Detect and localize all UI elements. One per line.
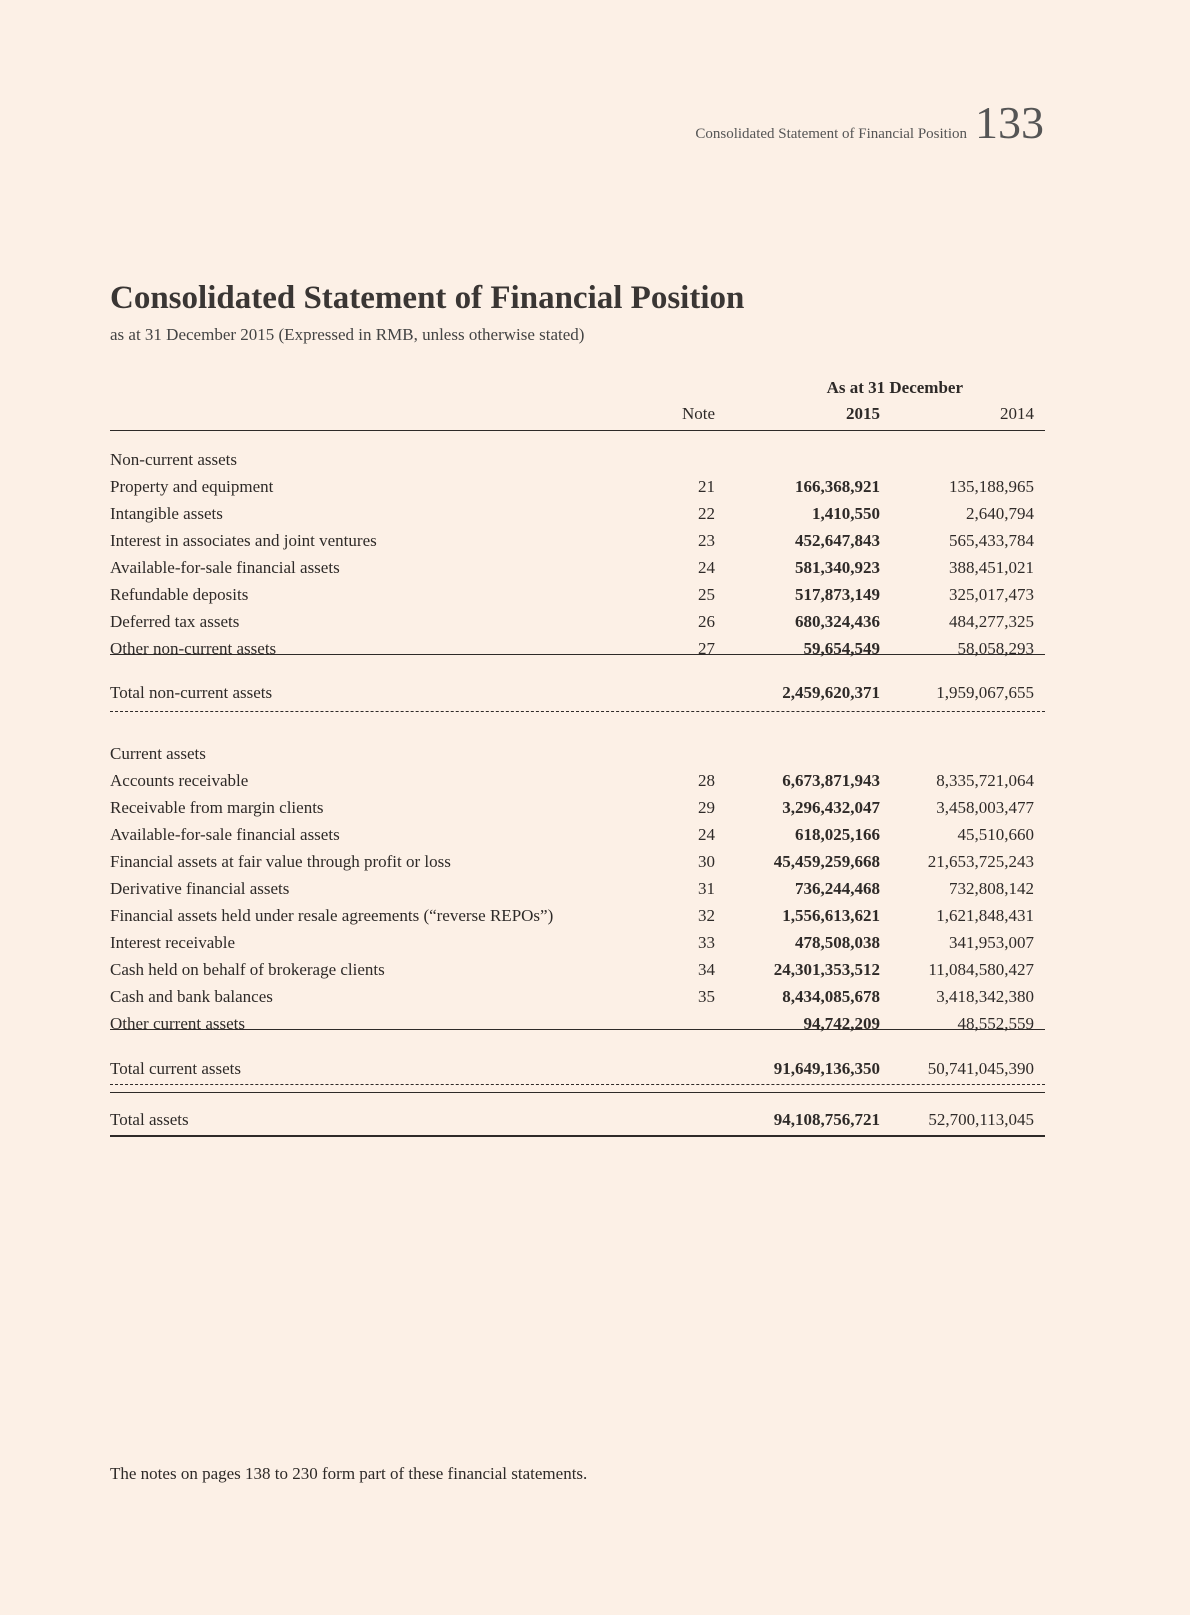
row-value-2015: 6,673,871,943: [782, 771, 880, 790]
row-label: Cash and bank balances: [110, 987, 273, 1006]
section-dashed-rule: [110, 1084, 1045, 1085]
group-header: As at 31 December: [826, 378, 963, 397]
row-label: Property and equipment: [110, 477, 274, 496]
subtotal-rule: [110, 1029, 1045, 1030]
row-value-2014: 1,959,067,655: [936, 683, 1034, 702]
table-row: [110, 769, 1045, 793]
table-row: [110, 958, 1045, 982]
header-2015: 2015: [846, 404, 880, 423]
table-row: [110, 796, 1045, 820]
row-value-2015: 680,324,436: [795, 612, 880, 631]
total-non-current-row: [110, 681, 1045, 705]
row-value-2014: 48,552,559: [957, 1014, 1034, 1033]
row-label: Financial assets at fair value through profit or loss: [110, 852, 451, 871]
row-value-2015: 59,654,549: [803, 639, 880, 658]
row-value-2014: 3,418,342,380: [936, 987, 1034, 1006]
row-label: Cash held on behalf of brokerage clients: [110, 960, 385, 979]
row-label: Financial assets held under resale agreements (“reverse REPOs”): [110, 906, 554, 925]
row-label: Intangible assets: [110, 504, 223, 523]
row-value-2015: 166,368,921: [795, 477, 880, 496]
row-value-2014: 341,953,007: [949, 933, 1034, 952]
row-value-2014: 11,084,580,427: [928, 960, 1034, 979]
table-row: [110, 556, 1045, 580]
row-label: Receivable from margin clients: [110, 798, 324, 817]
table-row: [110, 1012, 1045, 1036]
row-label: Derivative financial assets: [110, 879, 290, 898]
row-note: 30: [698, 852, 715, 871]
row-label: Total current assets: [110, 1059, 241, 1078]
row-value-2015: 517,873,149: [795, 585, 880, 604]
row-label: Total non-current assets: [110, 683, 273, 702]
row-value-2014: 1,621,848,431: [936, 906, 1034, 925]
row-note: 24: [698, 825, 715, 844]
row-value-2015: 736,244,468: [795, 879, 880, 898]
page-number: 133: [975, 97, 1044, 148]
table-row: [110, 502, 1045, 526]
page-title: Consolidated Statement of Financial Position: [110, 280, 745, 316]
row-note: 24: [698, 558, 715, 577]
row-note: 35: [698, 987, 715, 1006]
footnote: The notes on pages 138 to 230 form part of these financial statements.: [110, 1464, 588, 1483]
column-header-row: [110, 402, 1045, 426]
row-value-2015: 91,649,136,350: [773, 1059, 880, 1078]
row-note: 23: [698, 531, 715, 550]
total-assets-row: [110, 1108, 1045, 1132]
row-label: Deferred tax assets: [110, 612, 240, 631]
row-value-2014: 565,433,784: [949, 531, 1034, 550]
row-note: 32: [698, 906, 715, 925]
row-label: Other non-current assets: [110, 639, 277, 658]
table-row: [110, 877, 1045, 901]
row-value-2015: 478,508,038: [795, 933, 880, 952]
row-value-2015: 1,556,613,621: [782, 906, 880, 925]
row-note: 29: [698, 798, 715, 817]
row-note: 21: [698, 477, 715, 496]
row-label: Total assets: [110, 1110, 189, 1129]
row-value-2015: 452,647,843: [795, 531, 880, 550]
row-value-2014: 484,277,325: [949, 612, 1034, 631]
row-value-2015: 581,340,923: [795, 558, 880, 577]
row-value-2014: 52,700,113,045: [928, 1110, 1034, 1129]
row-note: 33: [698, 933, 715, 952]
row-note: 22: [698, 504, 715, 523]
row-value-2015: 3,296,432,047: [782, 798, 880, 817]
section-heading-non-current: [110, 448, 1045, 472]
row-note: 25: [698, 585, 715, 604]
section-dashed-rule: [110, 711, 1045, 712]
row-value-2015: 1,410,550: [812, 504, 880, 523]
row-label: Refundable deposits: [110, 585, 249, 604]
row-value-2015: 45,459,259,668: [773, 852, 880, 871]
section-heading: Current assets: [110, 744, 206, 763]
row-value-2015: 8,434,085,678: [782, 987, 880, 1006]
section-heading: Non-current assets: [110, 450, 237, 469]
table-row: [110, 583, 1045, 607]
table-row: [110, 985, 1045, 1009]
header-note: Note: [681, 404, 715, 423]
page-subtitle: as at 31 December 2015 (Expressed in RMB, unless otherwise stated): [110, 325, 585, 344]
row-label: Interest in associates and joint ventures: [110, 531, 377, 550]
row-value-2015: 24,301,353,512: [773, 960, 880, 979]
total-current-row: [110, 1057, 1045, 1081]
row-value-2014: 45,510,660: [957, 825, 1034, 844]
table-row: [110, 637, 1045, 661]
table-row: [110, 475, 1045, 499]
table-row: [110, 931, 1045, 955]
table-row: [110, 823, 1045, 847]
header-rule: [110, 430, 1045, 431]
table-row: [110, 850, 1045, 874]
row-value-2015: 618,025,166: [795, 825, 880, 844]
row-value-2014: 2,640,794: [966, 504, 1034, 523]
row-label: Available-for-sale financial assets: [110, 825, 340, 844]
running-head: [695, 97, 1044, 148]
section-heading-current: [110, 742, 1045, 766]
row-value-2014: 58,058,293: [957, 639, 1034, 658]
row-value-2014: 325,017,473: [949, 585, 1034, 604]
row-note: 31: [698, 879, 715, 898]
row-value-2015: 94,108,756,721: [773, 1110, 880, 1129]
total-rule-bottom: [110, 1135, 1045, 1137]
group-header-row: [110, 376, 1045, 400]
row-value-2014: 135,188,965: [949, 477, 1034, 496]
row-label: Interest receivable: [110, 933, 236, 952]
row-value-2015: 94,742,209: [803, 1014, 880, 1033]
row-value-2014: 732,808,142: [949, 879, 1034, 898]
table-row: [110, 529, 1045, 553]
row-value-2014: 3,458,003,477: [936, 798, 1034, 817]
running-head-title: Consolidated Statement of Financial Position: [695, 126, 967, 142]
row-label: Available-for-sale financial assets: [110, 558, 340, 577]
row-value-2014: 8,335,721,064: [936, 771, 1034, 790]
row-note: 34: [698, 960, 715, 979]
row-note: 28: [698, 771, 715, 790]
table-row: [110, 610, 1045, 634]
row-value-2014: 50,741,045,390: [927, 1059, 1034, 1078]
total-rule-top: [110, 1092, 1045, 1093]
row-label: Accounts receivable: [110, 771, 249, 790]
table-row: [110, 904, 1045, 928]
row-label: Other current assets: [110, 1014, 246, 1033]
row-value-2015: 2,459,620,371: [782, 683, 880, 702]
row-value-2014: 388,451,021: [949, 558, 1034, 577]
row-note: 26: [698, 612, 715, 631]
row-note: 27: [698, 639, 715, 658]
header-2014: 2014: [1000, 404, 1034, 423]
row-value-2014: 21,653,725,243: [927, 852, 1034, 871]
subtotal-rule: [110, 654, 1045, 655]
